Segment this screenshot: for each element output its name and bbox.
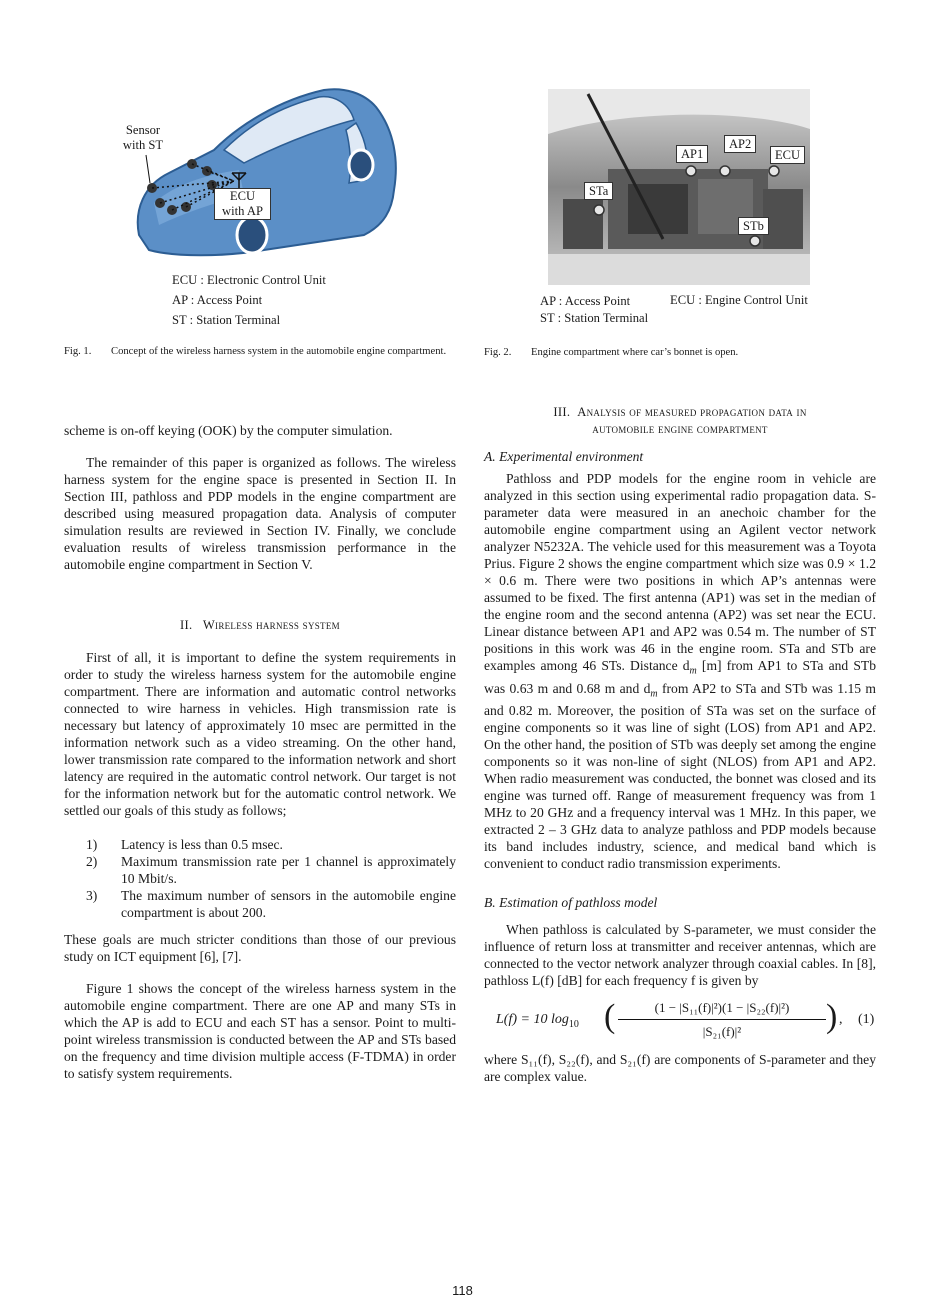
car-illustration	[64, 85, 456, 285]
section-heading-2: II. Wireless harness system	[180, 618, 340, 632]
figure-1	[64, 85, 456, 335]
paragraph: When pathloss is calculated by S-parameter, we must consider the influence of return loss at transmitter and receiver antennas, which are connected to the vector network analyzer through coaxial cables. In [8], pathloss L(f) [dB] for each frequency f is given by	[484, 922, 876, 989]
section-heading-3: III. Analysis of measured propagation data in automobile engine compartment	[553, 405, 807, 436]
left-column	[64, 422, 456, 1082]
fig2-caption: Fig. 2. Engine compartment where car’s bonnet is open.	[484, 347, 739, 358]
fig1-caption: Fig. 1. Concept of the wireless harness system in the automobile engine compartment.	[64, 346, 447, 357]
paragraph: First of all, it is important to define the system requirements in order to study the wireless harness system for the automobile engine compartment. There are information and automatic control networks connected to wire harness in vehicles. High transmission rate is necessary but latency of approximately 10 msec are permitted in the information network such as a video streaming. On the other hand, lower transmission rate compared to the information network and short latency are required in the automatic control network. Our target is not for the information network but for the automatic control network. We settled our goals of this study as follows;	[64, 650, 456, 818]
page-number: 118	[452, 1283, 473, 1298]
ap2-label: AP2	[724, 135, 756, 153]
sensor-label: Sensor with ST	[122, 123, 164, 152]
paragraph: These goals are much stricter conditions than those of our previous study on ICT equipment [6], [7].	[64, 932, 456, 964]
stb-label: STb	[738, 217, 769, 235]
goals-list: 1) Latency is less than 0.5 msec. 2) Maximum transmission rate per 1 channel is approximately 10 Mbit/s. 3) The maximum number of sensors in the automobile engine compartment is about 200.	[86, 837, 456, 920]
paragraph: Figure 1 shows the concept of the wireless harness system in the automobile engine compartment. There are one AP and many STs in which the AP is add to ECU and each ST has a sensor. Point to multi-point wireless transmission is conducted between the AP and STs based on the frequency and time division multiple access (F-TDMA) in order to satisfy system requirements.	[64, 981, 456, 1081]
paragraph: The remainder of this paper is organized as follows. The wireless harness system for the engine space is presented in Section II. In Section III, pathloss and PDP models in the engine compartment are described using measured propagation data. Analysis of computer simulation results are reviewed in Section IV. Finally, we conclude evaluation results of wireless transmission performance in the automobile engine compartment in Section V.	[64, 455, 456, 572]
equation-1: L(f) = 10 $\log_{10}$ ( (1 − |S₁₁(f)|²)(1 − |S₂₂(f)|²) |S₂₁(f)|² ) , (1)	[496, 998, 875, 1040]
equation-numerator: (1 − |S₁₁(f)|²)(1 − |S₂₂(f)|²)	[654, 1000, 790, 1016]
fig2-legend-left: AP : Access Point ST : Station Terminal	[540, 294, 649, 325]
fig2-legend-right: ECU : Engine Control Unit	[670, 293, 808, 307]
paragraph: where S₁₁(f), S₂₂(f), and S₂₁(f) are components of S-parameter and they are complex value.	[484, 1052, 876, 1085]
fig1-legend: ECU : Electronic Control Unit AP : Access Point ST : Station Terminal	[172, 273, 326, 327]
equation-number: (1)	[858, 1012, 875, 1028]
paragraph: scheme is on-off keying (OOK) by the computer simulation.	[64, 423, 393, 438]
ap1-label: AP1	[676, 145, 708, 163]
fraction-bar	[618, 1019, 826, 1020]
equation-denominator: |S₂₁(f)|²	[702, 1024, 742, 1040]
sta-label: STa	[584, 182, 613, 200]
ecu-label: ECU with AP	[214, 188, 271, 220]
subsection-a: A. Experimental environment	[484, 449, 644, 464]
right-column	[484, 404, 876, 1085]
ecu-photo-label: ECU	[770, 146, 805, 164]
subsection-b: B. Estimation of pathloss model	[484, 895, 658, 911]
paragraph: Pathloss and PDP models for the engine room in vehicle are analyzed in this section using experimental radio propagation data. S-parameter data were measured in an anechoic chamber for the automobile engine compartment using an Agilent vector network analyzer N5232A. The vehicle used for this measurement was a Toyota Prius. Figure 2 shows the engine compartment which size was 0.9 × 1.2 × 0.6 m. There were two positions in which AP’s antennas were assumed to be fixed. The first antenna (AP1) was set in the median of the engine room and the second antenna (AP2) was set near the ECU. Linear distance between AP1 and AP2 was 0.54 m. The number of ST positions in this work was 46 in the engine room. STa and STb are examples among 46 STs. Distance $d_m$ [m] from AP1 to STa and STb was 0.63 m and 0.68 m and $d_m$ from AP2 to STa and STb was 1.15 m and 0.82 m. Moreover, the position of STa was set on the surface of engine components so it was line of sight (LOS) from AP1 and AP2. On the other hand, the position of STb was deeply set among the engine components so it was non-line of sight (NLOS) from AP1 and AP2. When radio measurement was conducted, the bonnet was closed and its engine was turned off. Range of measurement frequency was from 1 MHz to 20 GHz and a frequency interval was 1 MHz. In this paper, we extracted 2 – 3 GHz data to analyze pathloss and PDP models because its band includes industry, science, and medical band which is convenient to conduct radio transmission experiments.	[484, 471, 876, 872]
figure-2	[548, 89, 810, 285]
